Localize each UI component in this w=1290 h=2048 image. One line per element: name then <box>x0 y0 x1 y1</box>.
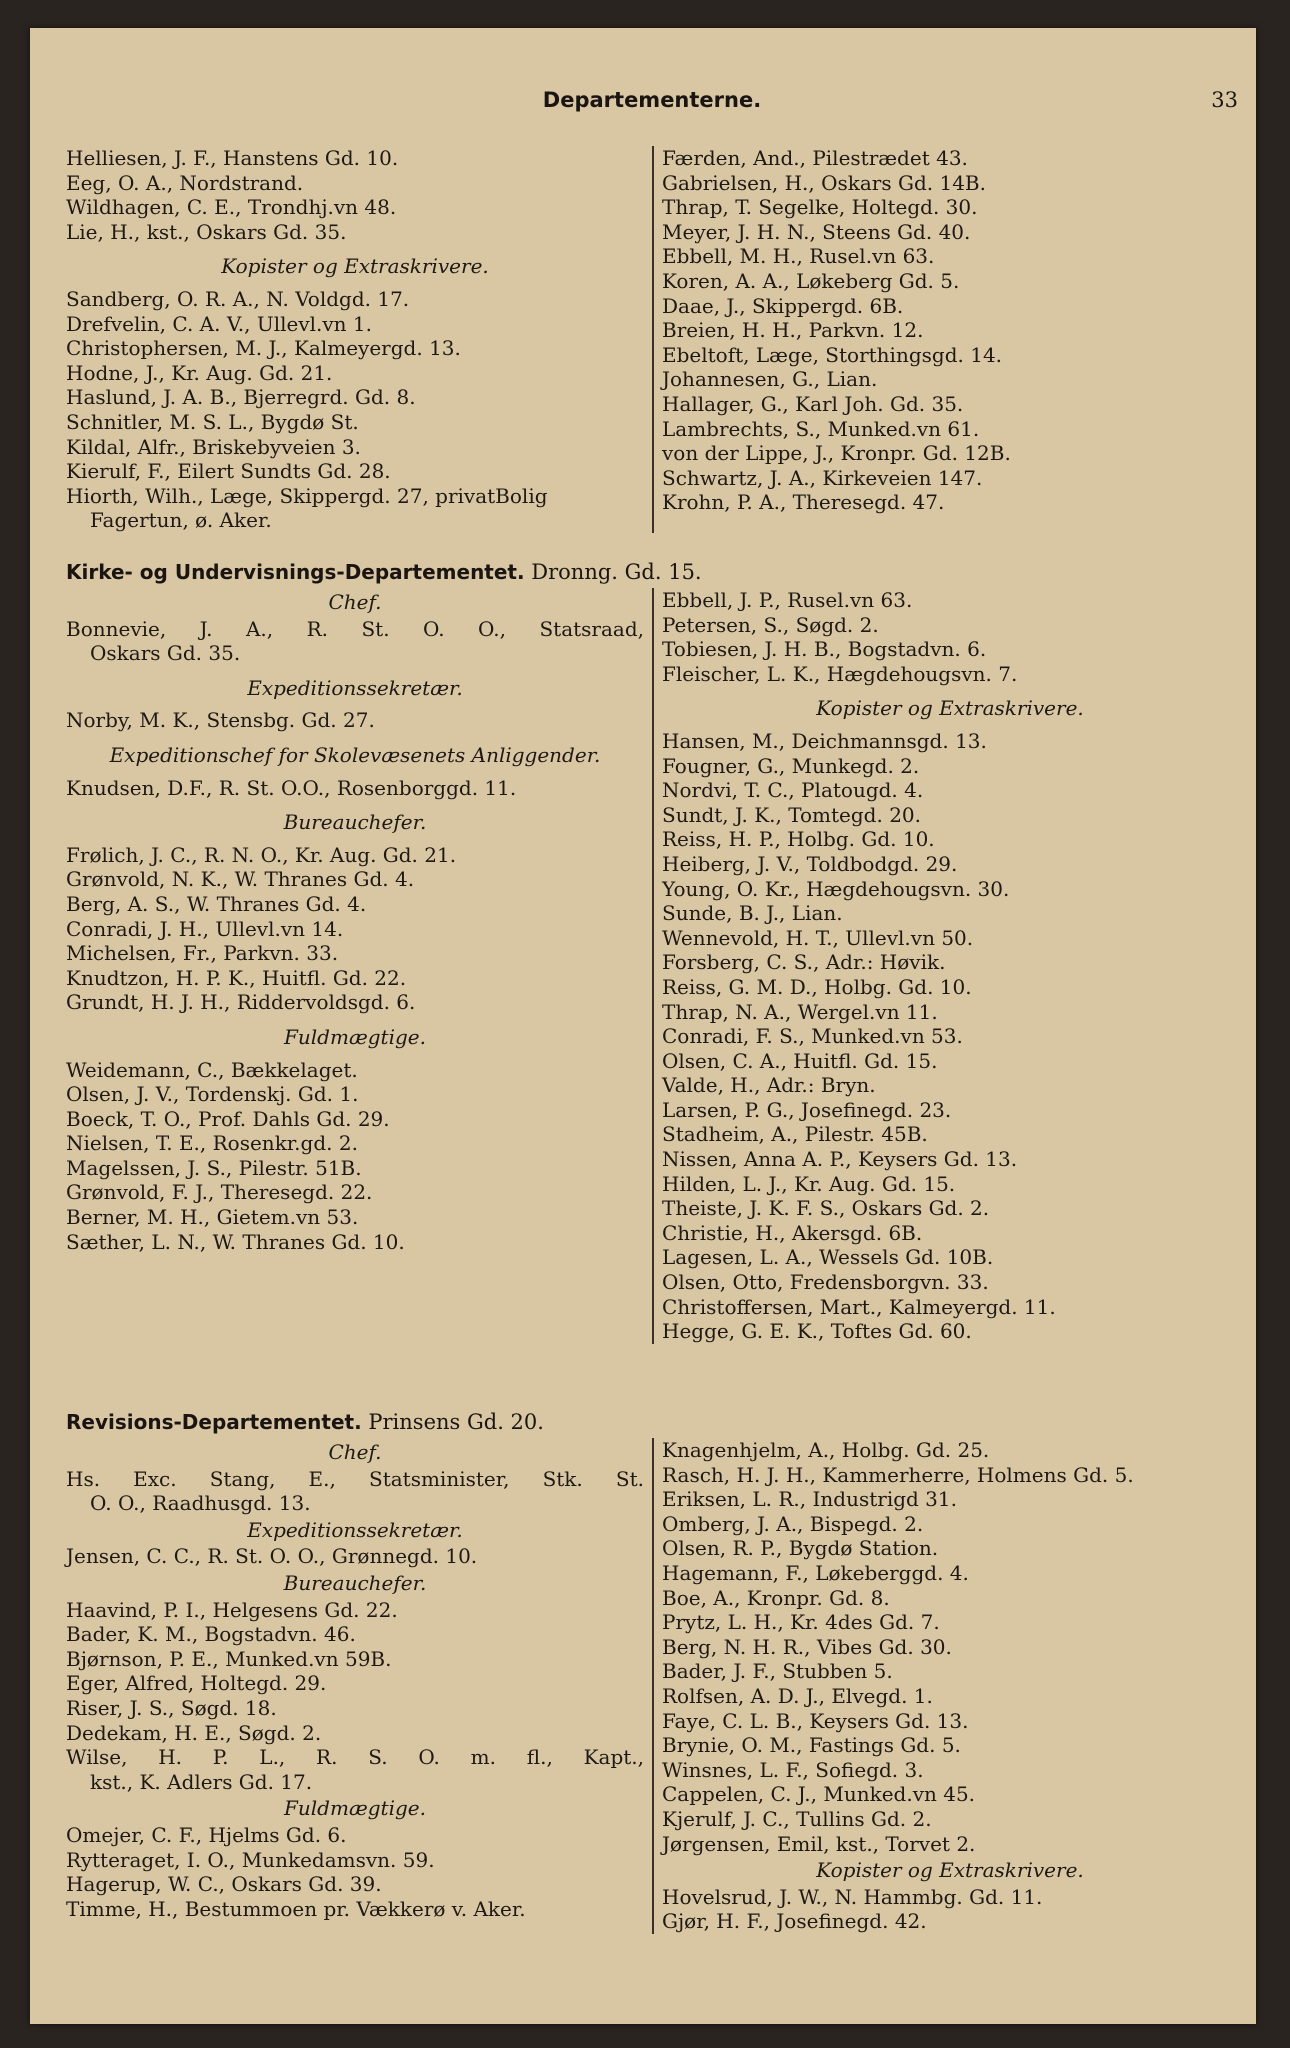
department-name: Revisions-Departementet. <box>66 1410 362 1434</box>
directory-entry: Hilden, L. J., Kr. Aug. Gd. 15. <box>662 1171 956 1196</box>
directory-entry: Thrap, N. A., Wergel.vn 11. <box>662 999 938 1024</box>
department-address: Dronng. Gd. 15. <box>531 560 702 584</box>
subsection-heading: Fuldmægtige. <box>284 1796 426 1821</box>
directory-entry: Wennevold, H. T., Ullevl.vn 50. <box>662 925 974 950</box>
directory-entry: Eger, Alfred, Holtegd. 29. <box>66 1671 327 1696</box>
directory-entry: Frølich, J. C., R. N. O., Kr. Aug. Gd. 21. <box>66 842 457 867</box>
directory-entry: Nissen, Anna A. P., Keysers Gd. 13. <box>662 1147 1018 1172</box>
right-column <box>652 146 1238 533</box>
directory-entry: von der Lippe, J., Kronpr. Gd. 12B. <box>662 441 1011 466</box>
directory-entry: Prytz, L. H., Kr. 4des Gd. 7. <box>662 1610 940 1635</box>
directory-entry: Faye, C. L. B., Keysers Gd. 13. <box>662 1708 969 1733</box>
department-address: Prinsens Gd. 20. <box>368 1410 544 1434</box>
directory-entry: Hovelsrud, J. W., N. Hammbg. Gd. 11. <box>662 1884 1043 1909</box>
directory-entry: Bader, J. F., Stubben 5. <box>662 1659 893 1684</box>
entry-continuation: Oskars Gd. 35. <box>90 641 241 666</box>
directory-entry: Jørgensen, Emil, kst., Torvet 2. <box>662 1831 976 1856</box>
directory-entry: Bjørnson, P. E., Munked.vn 59B. <box>66 1646 392 1671</box>
directory-entry: Lie, H., kst., Oskars Gd. 35. <box>66 219 347 244</box>
directory-entry: Gabrielsen, H., Oskars Gd. 14B. <box>662 170 986 195</box>
directory-entry: Grønvold, F. J., Theresegd. 22. <box>66 1180 373 1205</box>
directory-entry: Berg, A. S., W. Thranes Gd. 4. <box>66 891 367 916</box>
directory-entry: Færden, And., Pilestrædet 43. <box>662 146 968 170</box>
subsection-heading: Expeditionssekretær. <box>247 1517 463 1542</box>
directory-entry: Nielsen, T. E., Rosenkr.gd. 2. <box>66 1131 358 1156</box>
directory-entry: Bader, K. M., Bogstadvn. 46. <box>66 1622 356 1647</box>
subsection-heading: Fuldmægtige. <box>284 1024 426 1049</box>
directory-entry: Thrap, T. Segelke, Holtegd. 30. <box>662 195 978 220</box>
directory-entry: Heiberg, J. V., Toldbodgd. 29. <box>662 851 958 876</box>
directory-entry: Omejer, C. F., Hjelms Gd. 6. <box>66 1822 347 1847</box>
directory-entry: Hiorth, Wilh., Læge, Skippergd. 27, privatBolig <box>66 483 548 508</box>
directory-entry: Christoffersen, Mart., Kalmeyergd. 11. <box>662 1294 1056 1319</box>
subsection-heading: Bureauchefer. <box>283 810 427 835</box>
directory-entry: Riser, J. S., Søgd. 18. <box>66 1695 277 1720</box>
directory-entry: Lambrechts, S., Munked.vn 61. <box>662 416 980 441</box>
directory-entry: Magelssen, J. S., Pilestr. 51B. <box>66 1155 362 1180</box>
directory-entry: Hs. Exc. Stang, E., Statsminister, Stk. St. <box>66 1466 644 1491</box>
directory-entry: Johannesen, G., Lian. <box>662 367 878 392</box>
directory-entry: Wilse, H. P. L., R. S. O. m. fl., Kapt., <box>66 1745 644 1770</box>
directory-entry: Helliesen, J. F., Hanstens Gd. 10. <box>66 146 399 170</box>
directory-entry: Rolfsen, A. D. J., Elvegd. 1. <box>662 1683 933 1708</box>
subsection-heading: Expeditionschef for Skolevæsenets Anliggender. <box>109 742 601 767</box>
directory-entry: Fleischer, L. K., Hægdehougsvn. 7. <box>662 661 1018 686</box>
directory-entry: Schnitler, M. S. L., Bygdø St. <box>66 409 359 434</box>
entry-continuation: kst., K. Adlers Gd. 17. <box>90 1769 313 1794</box>
directory-entry: Hallager, G., Karl Joh. Gd. 35. <box>662 391 964 416</box>
directory-entry: Christophersen, M. J., Kalmeyergd. 13. <box>66 336 461 361</box>
directory-entry: Kildal, Alfr., Briskebyveien 3. <box>66 434 361 459</box>
department-heading <box>66 558 1238 586</box>
directory-entry: Olsen, R. P., Bygdø Station. <box>662 1536 939 1561</box>
directory-entry: Dedekam, H. E., Søgd. 2. <box>66 1720 322 1745</box>
directory-entry: Boeck, T. O., Prof. Dahls Gd. 29. <box>66 1106 390 1131</box>
directory-entry: Timme, H., Bestummoen pr. Vækkerø v. Aker. <box>66 1896 526 1921</box>
directory-entry: Eriksen, L. R., Industrigd 31. <box>662 1487 957 1512</box>
subsection-heading: Kopister og Extraskrivere. <box>816 1858 1084 1883</box>
directory-entry: Stadheim, A., Pilestr. 45B. <box>662 1122 928 1147</box>
directory-entry: Brynie, O. M., Fastings Gd. 5. <box>662 1733 961 1758</box>
directory-entry: Nordvi, T. C., Platougd. 4. <box>662 778 924 803</box>
department-name: Kirke- og Undervisnings-Departementet. <box>66 560 525 584</box>
directory-entry: Hagerup, W. C., Oskars Gd. 39. <box>66 1872 382 1897</box>
directory-entry: Olsen, C. A., Huitfl. Gd. 15. <box>662 1048 938 1073</box>
directory-entry: Sandberg, O. R. A., N. Voldgd. 17. <box>66 286 410 311</box>
directory-entry: Young, O. Kr., Hægdehougsvn. 30. <box>662 876 1010 901</box>
directory-entry: Conradi, F. S., Munked.vn 53. <box>662 1024 963 1049</box>
directory-entry: Tobiesen, J. H. B., Bogstadvn. 6. <box>662 637 987 662</box>
directory-entry: Hegge, G. E. K., Toftes Gd. 60. <box>662 1319 972 1344</box>
directory-entry: Koren, A. A., Løkeberg Gd. 5. <box>662 268 960 293</box>
directory-entry: Ebbell, M. H., Rusel.vn 63. <box>662 244 935 269</box>
directory-entry: Kjerulf, J. C., Tullins Gd. 2. <box>662 1806 932 1831</box>
directory-entry: Jensen, C. C., R. St. O. O., Grønnegd. 10. <box>66 1544 478 1569</box>
directory-entry: Hodne, J., Kr. Aug. Gd. 21. <box>66 360 333 385</box>
left-column <box>66 146 652 533</box>
directory-entry: Sæther, L. N., W. Thranes Gd. 10. <box>66 1229 405 1254</box>
subsection-heading: Bureauchefer. <box>283 1570 427 1595</box>
directory-entry: Wildhagen, C. E., Trondhj.vn 48. <box>66 195 397 220</box>
directory-entry: Knagenhjelm, A., Holbg. Gd. 25. <box>662 1438 990 1462</box>
document-page <box>30 28 1256 2024</box>
directory-entry: Knudtzon, H. P. K., Huitfl. Gd. 22. <box>66 965 407 990</box>
page-header <box>66 88 1238 118</box>
directory-entry: Valde, H., Adr.: Bryn. <box>662 1073 876 1098</box>
directory-entry: Olsen, Otto, Fredensborgvn. 33. <box>662 1270 989 1295</box>
directory-entry: Lagesen, L. A., Wessels Gd. 10B. <box>662 1245 994 1270</box>
directory-entry: Reiss, H. P., Holbg. Gd. 10. <box>662 827 935 852</box>
directory-entry: Grønvold, N. K., W. Thranes Gd. 4. <box>66 867 415 892</box>
subsection-heading: Kopister og Extraskrivere. <box>221 254 489 279</box>
directory-entry: Christie, H., Akersgd. 6B. <box>662 1220 923 1245</box>
section-continued <box>66 146 1238 533</box>
directory-entry: Boe, A., Kronpr. Gd. 8. <box>662 1585 890 1610</box>
right-column <box>652 1438 1238 1934</box>
directory-entry: Omberg, J. A., Bispegd. 2. <box>662 1511 924 1536</box>
directory-entry: Meyer, J. H. N., Steens Gd. 40. <box>662 219 971 244</box>
subsection-heading: Chef. <box>328 1440 382 1464</box>
directory-entry: Conradi, J. H., Ullevl.vn 14. <box>66 916 344 941</box>
directory-entry: Hagemann, F., Løkeberggd. 4. <box>662 1560 969 1585</box>
directory-entry: Weidemann, C., Bækkelaget. <box>66 1057 358 1082</box>
subsection-heading: Expeditionssekretær. <box>247 675 463 700</box>
directory-entry: Drefvelin, C. A. V., Ullevl.vn 1. <box>66 311 372 336</box>
directory-entry: Michelsen, Fr., Parkvn. 33. <box>66 941 339 966</box>
left-column <box>66 588 652 1344</box>
department-heading <box>66 1408 1238 1436</box>
directory-entry: Knudsen, D.F., R. St. O.O., Rosenborggd. 11. <box>66 775 517 800</box>
directory-entry: Cappelen, C. J., Munked.vn 45. <box>662 1782 976 1807</box>
right-column <box>652 588 1238 1344</box>
directory-entry: Larsen, P. G., Josefinegd. 23. <box>662 1097 952 1122</box>
directory-entry: Grundt, H. J. H., Riddervoldsgd. 6. <box>66 990 416 1015</box>
directory-entry: Schwartz, J. A., Kirkeveien 147. <box>662 465 983 490</box>
directory-entry: Rytteraget, I. O., Munkedamsvn. 59. <box>66 1847 435 1872</box>
directory-entry: Haslund, J. A. B., Bjerregrd. Gd. 8. <box>66 385 416 410</box>
directory-entry: Eeg, O. A., Nordstrand. <box>66 170 304 195</box>
directory-entry: Breien, H. H., Parkvn. 12. <box>662 318 924 343</box>
directory-entry: Theiste, J. K. F. S., Oskars Gd. 2. <box>662 1196 990 1221</box>
directory-entry: Hansen, M., Deichmannsgd. 13. <box>662 728 987 753</box>
page-number: 33 <box>1211 88 1238 112</box>
directory-entry: Olsen, J. V., Tordenskj. Gd. 1. <box>66 1082 359 1107</box>
subsection-heading: Kopister og Extraskrivere. <box>816 696 1084 721</box>
left-column <box>66 1438 652 1934</box>
directory-entry: Kierulf, F., Eilert Sundts Gd. 28. <box>66 459 391 484</box>
directory-entry: Reiss, G. M. D., Holbg. Gd. 10. <box>662 974 972 999</box>
directory-entry: Krohn, P. A., Theresegd. 47. <box>662 490 945 515</box>
directory-entry: Haavind, P. I., Helgesens Gd. 22. <box>66 1597 398 1622</box>
directory-entry: Gjør, H. F., Josefinegd. 42. <box>662 1909 927 1934</box>
directory-entry: Berner, M. H., Gietem.vn 53. <box>66 1205 359 1230</box>
directory-entry: Winsnes, L. F., Sofiegd. 3. <box>662 1757 924 1782</box>
directory-entry: Ebeltoft, Læge, Storthingsgd. 14. <box>662 342 1003 367</box>
directory-entry: Fougner, G., Munkegd. 2. <box>662 753 920 778</box>
directory-entry: Petersen, S., Søgd. 2. <box>662 612 879 637</box>
directory-entry: Ebbell, J. P., Rusel.vn 63. <box>662 588 913 612</box>
directory-entry: Forsberg, C. S., Adr.: Høvik. <box>662 950 946 975</box>
subsection-heading: Chef. <box>328 590 382 614</box>
section-kirke-departementet <box>66 558 1238 1344</box>
page-title: Departementerne. <box>542 88 762 112</box>
directory-entry: Berg, N. H. R., Vibes Gd. 30. <box>662 1634 952 1659</box>
directory-entry: Bonnevie, J. A., R. St. O. O., Statsraad, <box>66 616 644 641</box>
directory-entry: Norby, M. K., Stensbg. Gd. 27. <box>66 708 375 733</box>
section-revisions-departementet <box>66 1408 1238 1934</box>
directory-entry: Sunde, B. J., Lian. <box>662 901 843 926</box>
entry-continuation: Fagertun, ø. Aker. <box>90 508 272 533</box>
directory-entry: Rasch, H. J. H., Kammerherre, Holmens Gd. 5. <box>662 1462 1134 1487</box>
directory-entry: Daae, J., Skippergd. 6B. <box>662 293 904 318</box>
directory-entry: Sundt, J. K., Tomtegd. 20. <box>662 802 922 827</box>
entry-continuation: O. O., Raadhusgd. 13. <box>90 1491 311 1516</box>
